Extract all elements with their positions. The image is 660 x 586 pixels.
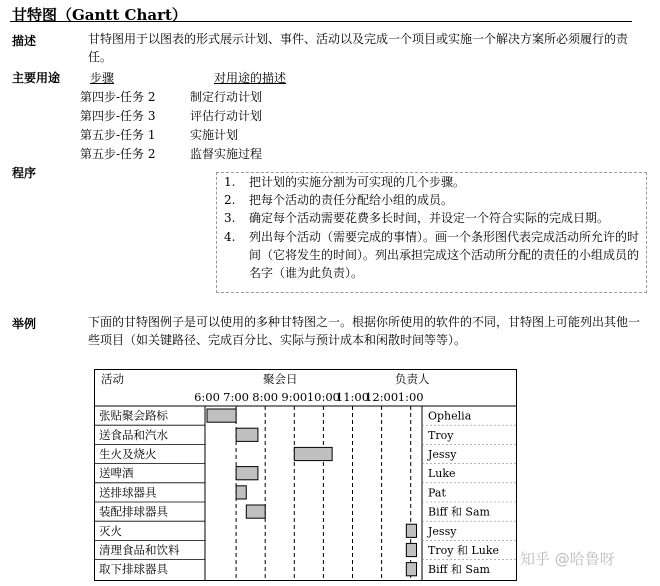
describe-label: 描述 — [12, 34, 37, 48]
time-tick-label: 9:00 — [281, 390, 308, 404]
time-tick-label: 7:00 — [223, 390, 250, 404]
procedure-num: 4. — [224, 230, 236, 244]
task-owner: Jessy — [428, 524, 457, 538]
procedure-text: 列出每个活动（需要完成的事情）。画一个条形图代表完成活动所允许的时间（它将发生的时间）。列出承担完成这个活动所分配的责任的小组成员的名字（谁为此负责）。 — [249, 230, 640, 280]
time-tick-label: 1:00 — [397, 390, 424, 404]
task-name: 装配排球器具 — [99, 504, 168, 519]
example-text: 下面的甘特图例子是可以使用的多种甘特图之一。根据你所使用的软件的不同，甘特图上可能列出其他一些项目（如关键路径、完成百分比、实际与预计成本和闲散时间等等）。 — [88, 315, 641, 347]
task-name: 灭火 — [99, 523, 122, 538]
task-bar — [294, 447, 332, 460]
task-name: 送排球器具 — [99, 485, 157, 500]
time-tick-label: 12:00 — [365, 390, 399, 404]
task-owner: Luke — [428, 467, 456, 481]
header-owner: 负责人 — [395, 372, 430, 386]
example-label: 举例 — [12, 317, 37, 331]
header-event: 聚会日 — [263, 372, 298, 386]
task-owner: Biff 和 Sam — [428, 505, 490, 519]
header-activity: 活动 — [101, 372, 124, 386]
procedure-num: 2. — [224, 193, 236, 207]
procedure-num: 3. — [224, 211, 236, 225]
gantt-chart — [94, 369, 517, 581]
usage-desc: 制定行动计划 — [190, 90, 263, 104]
task-bar — [236, 428, 258, 441]
task-owner: Pat — [428, 486, 446, 500]
page-title: 甘特图（Gantt Chart） — [12, 6, 187, 24]
gantt-svg — [95, 370, 516, 580]
task-name: 张贴聚会路标 — [99, 408, 168, 423]
procedure-label: 程序 — [12, 166, 37, 180]
usage-desc: 实施计划 — [190, 128, 239, 142]
task-name: 生火及烧火 — [99, 447, 157, 461]
describe-text: 甘特图用于以图表的形式展示计划、事件、活动以及完成一个项目或实施一个解决方案所必须履行的责任。 — [88, 32, 629, 64]
task-bar — [406, 524, 416, 537]
time-tick-label: 11:00 — [335, 390, 370, 404]
task-name: 清理食品和饮料 — [99, 543, 180, 557]
procedure-box — [216, 172, 647, 293]
procedure-text: 把计划的实施分割为可实现的几个步骤。 — [249, 175, 466, 189]
title-rule — [10, 21, 632, 22]
task-name: 送啤酒 — [99, 466, 134, 481]
usage-col-step: 步骤 — [90, 71, 115, 85]
time-tick-label: 8:00 — [252, 390, 279, 404]
usage-desc: 监督实施过程 — [190, 147, 263, 161]
usage-step: 第五步-任务 1 — [80, 128, 156, 142]
task-owner: Ophelia — [428, 409, 472, 423]
task-bar — [406, 563, 416, 576]
task-owner: Jessy — [428, 448, 457, 461]
watermark: 知乎 @哈鲁呀 — [520, 550, 615, 568]
task-bar — [236, 486, 246, 499]
procedure-text: 把每个活动的责任分配给小组的成员。 — [249, 193, 454, 207]
task-name: 取下排球器具 — [99, 562, 168, 577]
task-owner: Troy 和 Luke — [428, 544, 499, 557]
usage-label: 主要用途 — [12, 71, 61, 85]
procedure-text: 确定每个活动需要花费多长时间，并设定一个符合实际的完成日期。 — [249, 211, 610, 225]
time-tick-label: 6:00 — [194, 390, 220, 404]
usage-step: 第四步-任务 2 — [80, 90, 156, 104]
task-bar — [207, 409, 236, 422]
usage-step: 第四步-任务 3 — [80, 109, 156, 123]
task-bar — [236, 467, 258, 480]
task-owner: Biff 和 Sam — [428, 563, 490, 577]
task-owner: Troy — [428, 428, 454, 442]
task-bar — [246, 505, 265, 518]
time-tick-label: 10:00 — [306, 390, 340, 404]
usage-desc: 评估行动计划 — [190, 109, 263, 123]
task-bar — [406, 543, 416, 556]
usage-step: 第五步-任务 2 — [80, 147, 156, 161]
task-name: 送食品和汽水 — [99, 427, 168, 442]
procedure-num: 1. — [224, 175, 236, 189]
usage-col-desc: 对用途的描述 — [214, 71, 287, 85]
